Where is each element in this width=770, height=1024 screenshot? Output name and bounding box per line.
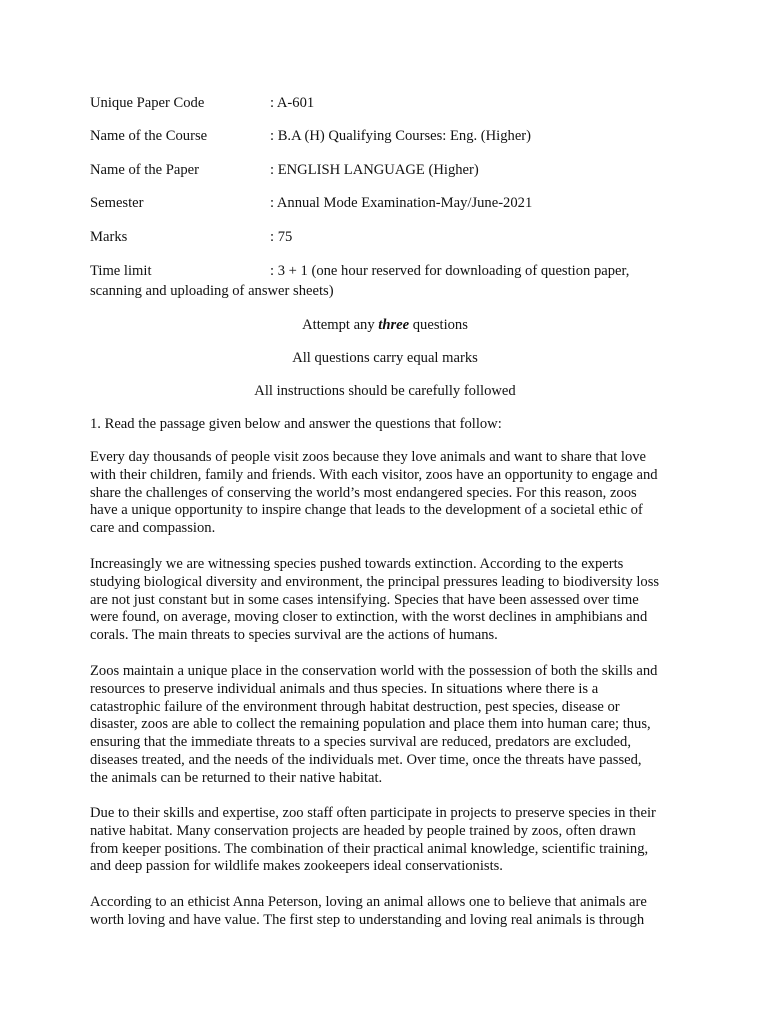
passage-paragraph-3: [90, 663, 690, 788]
meta-label: Name of the Course: [90, 128, 208, 144]
course-name-row: [90, 126, 690, 146]
passage-paragraph-1: [90, 449, 690, 538]
passage-line: and deep passion for wildlife makes zookeepers ideal conservationists.: [90, 858, 503, 875]
meta-label: Marks: [90, 229, 128, 245]
marks-row: [90, 227, 690, 247]
meta-value: : A-601: [270, 95, 315, 111]
passage-line: catastrophic failure of the environment through habitat destruction, pest species, disease or: [90, 698, 620, 715]
unique-paper-code-row: [90, 93, 690, 113]
attempt-instruction: [0, 315, 770, 335]
meta-value: : Annual Mode Examination-May/June-2021: [270, 195, 533, 211]
passage-line: Every day thousands of people visit zoos because they love animals and want to share that love: [90, 449, 647, 465]
passage-line: from keeper positions. The combination of their practical animal knowledge, scientific training,: [90, 840, 649, 857]
passage-paragraph-4: [90, 805, 690, 876]
meta-label: Semester: [90, 195, 144, 211]
equal-marks-instruction: All questions carry equal marks: [292, 350, 478, 366]
meta-value: : 75: [270, 229, 293, 245]
meta-label: Name of the Paper: [90, 162, 200, 178]
passage-line: ensuring that the immediate threats to a species survival are reduced, predators are excluded,: [90, 734, 631, 751]
passage-line: were found, on average, moving closer to extinction, with the worst declines in amphibians and: [90, 609, 648, 626]
passage-line: are not just constant but in some cases intensifying. Species that have been assessed over time: [90, 591, 639, 608]
attempt-text-post: questions: [409, 317, 468, 333]
meta-label: Time limit: [90, 263, 152, 279]
passage-line: have a unique opportunity to inspire change that leads to the development of a societal ethic of: [90, 502, 643, 519]
passage-line: with their children, family and friends. With each visitor, zoos have an opportunity to engage and: [90, 466, 658, 483]
passage-line: native habitat. Many conservation projects are headed by people trained by zoos, often drawn: [90, 822, 636, 839]
meta-value: : 3 + 1 (one hour reserved for downloading of question paper,: [270, 263, 630, 279]
paper-name-row: [90, 160, 690, 180]
meta-label: Unique Paper Code: [90, 95, 205, 111]
time-limit-continuation: scanning and uploading of answer sheets): [90, 283, 334, 299]
passage-line: the animals can be returned to their native habitat.: [90, 769, 383, 786]
passage-line: corals. The main threats to species survival are the actions of humans.: [90, 627, 498, 644]
semester-row: [90, 193, 690, 213]
meta-value: : ENGLISH LANGUAGE (Higher): [270, 162, 479, 178]
passage-line: care and compassion.: [90, 520, 216, 537]
time-limit-row: [90, 261, 690, 281]
meta-value: : B.A (H) Qualifying Courses: Eng. (Higher): [270, 128, 532, 144]
attempt-text-pre: Attempt any: [302, 317, 379, 333]
attempt-emphasis: three: [378, 317, 410, 333]
passage-line: diseases treated, and the needs of the individuals met. Over time, once the threats have passed,: [90, 751, 642, 768]
passage-line: share the challenges of conserving the world’s most endangered species. For this reason, zoos: [90, 484, 637, 501]
passage-line: According to an ethicist Anna Peterson, loving an animal allows one to believe that animals are: [90, 894, 647, 910]
passage-line: Due to their skills and expertise, zoo staff often participate in projects to preserve species in their: [90, 805, 656, 821]
passage-line: disaster, zoos are able to collect the remaining population and place them into human care; thus,: [90, 716, 651, 733]
passage-line: Zoos maintain a unique place in the conservation world with the possession of both the skills and: [90, 663, 658, 679]
passage-line: resources to preserve individual animals and thus species. In situations where there is a: [90, 680, 599, 697]
passage-paragraph-5: [90, 894, 690, 930]
passage-line: studying biological diversity and environment, the principal pressures leading to biodiversity loss: [90, 573, 660, 590]
passage-line: worth loving and have value. The first step to understanding and loving real animals is through: [90, 911, 645, 928]
passage-line: Increasingly we are witnessing species pushed towards extinction. According to the experts: [90, 556, 624, 572]
question-1-prompt: 1. Read the passage given below and answer the questions that follow:: [90, 416, 502, 432]
passage-paragraph-2: [90, 556, 690, 645]
follow-instruction: All instructions should be carefully followed: [254, 383, 516, 399]
